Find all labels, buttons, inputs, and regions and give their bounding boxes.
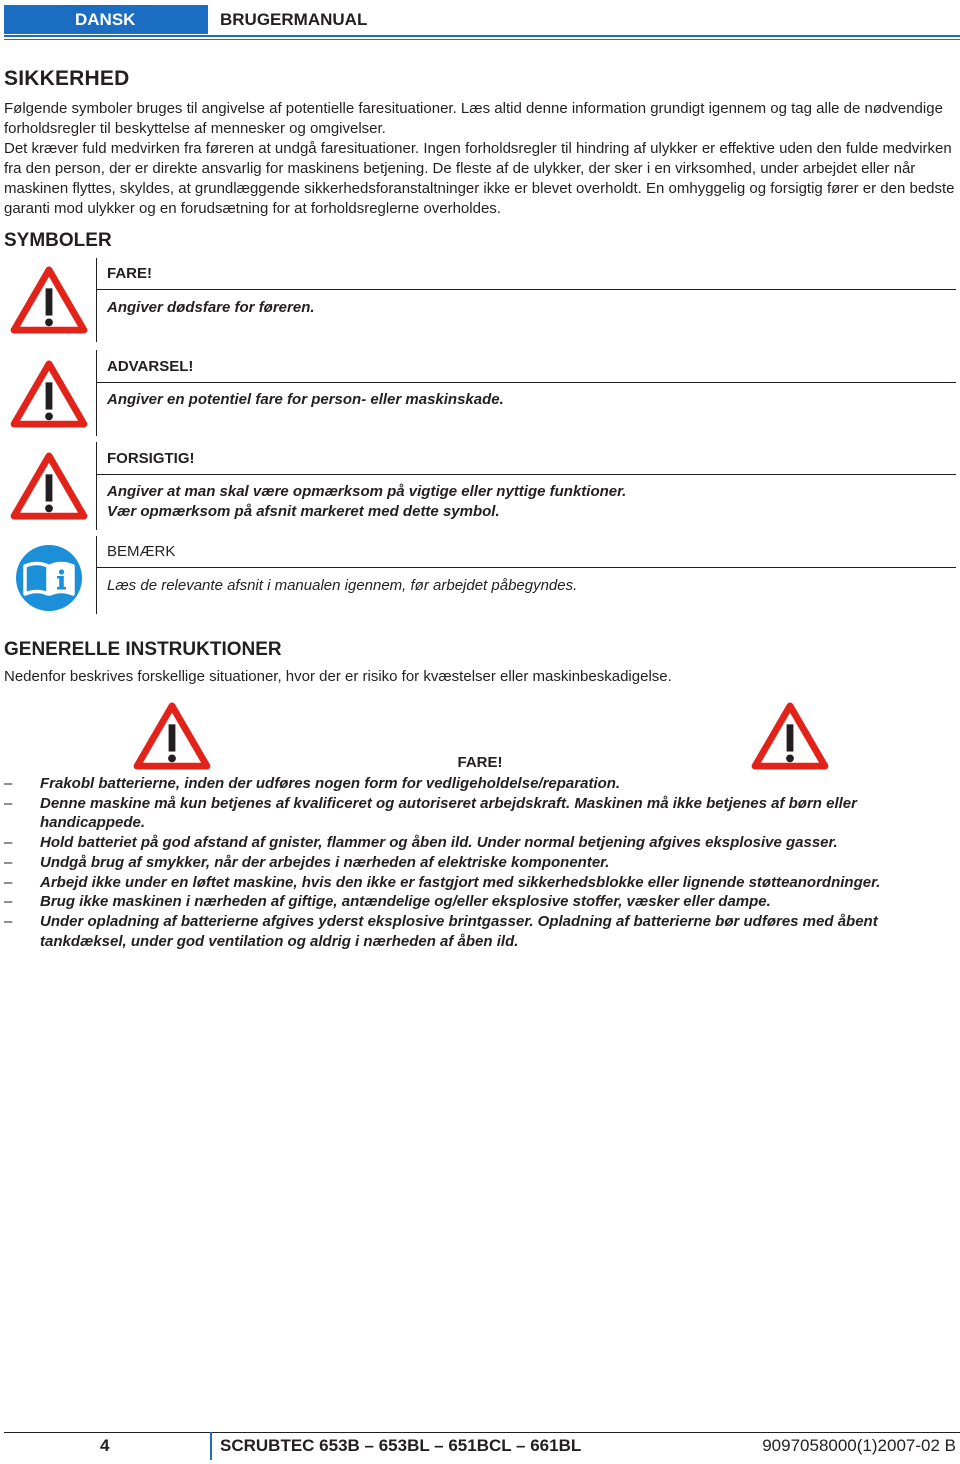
manual-info-icon [15, 544, 83, 612]
footer-divider [210, 1432, 212, 1460]
symbols-heading: SYMBOLER [4, 230, 112, 251]
symbol-label-bemaerk: BEMÆRK [107, 543, 176, 560]
footer-model: SCRUBTEC 653B – 653BL – 651BCL – 661BL [220, 1436, 582, 1455]
list-item-text: Arbejd ikke under en løftet maskine, hvis den ikke er fastgjort med sikkerhedsblokke eller lignende støtteanordninger. [40, 873, 881, 891]
caution-triangle-icon [10, 452, 88, 520]
general-intro: Nedenfor beskrives forskellige situationer, hvor der er risiko for kvæstelser eller maskinbeskadigelse. [4, 668, 672, 685]
symbol-separator [96, 474, 956, 475]
symbol-separator [96, 289, 956, 290]
symbol-desc-forsigtig-1: Angiver at man skal være opmærksom på vigtige eller nyttige funktioner. [107, 483, 627, 500]
list-item-text: Undgå brug af smykker, når der arbejdes i nærheden af elektriske komponenter. [40, 853, 610, 871]
general-warning-title: FARE! [457, 754, 503, 771]
symbol-separator [96, 382, 956, 383]
list-item-text: Under opladning af batterierne afgives yderst eksplosive brintgasser. Opladning af batterierne bør udføres med åbent tankdæksel, under god ventilation og aldrig i nærheden af åben ild. [40, 912, 878, 950]
symbol-divider [96, 258, 97, 342]
symbol-label-forsigtig: FORSIGTIG! [107, 450, 195, 467]
symbol-label-advarsel: ADVARSEL! [107, 358, 194, 375]
symbol-desc-forsigtig-2: Vær opmærksom på afsnit markeret med dette symbol. [107, 503, 500, 520]
list-item-text: Brug ikke maskinen i nærheden af giftige, antændelige og/eller eksplosive stoffer, væsker eller dampe. [40, 893, 771, 911]
symbol-divider [96, 350, 97, 436]
list-dash: – [4, 794, 13, 812]
symbol-divider [96, 442, 97, 530]
list-item-text: Hold batteriet på god afstand af gnister, flammer og åben ild. Under normal betjening afgives eksplosive gasser. [40, 834, 838, 852]
list-dash: – [4, 853, 13, 871]
list-item-text: Frakobl batterierne, inden der udføres nogen form for vedligeholdelse/reparation. [40, 775, 621, 792]
general-instructions-list [4, 774, 960, 951]
list-item [4, 912, 960, 951]
safety-heading: SIKKERHED [4, 67, 130, 90]
list-item [4, 833, 960, 853]
list-dash: – [4, 893, 13, 911]
safety-body: Det kræver fuld medvirken fra føreren at undgå faresituationer. Ingen forholdsregler til hindring af ulykker er effektive uden den fulde medvirken fra den person, der er direkte ansvarlig for maskinens betjening. De fleste af de ulykker, der sker i en virksomhed, under arbejdet eller når maskinen flyttes, skyldes, at grundlæggende sikkerhedsforanstaltninger ikke er blevet overholdt. En omhyggelig og forsigtig fører er den bedste garanti mod ulykker og en forudsætning for at forholdsreglerne overholdes. [4, 140, 955, 217]
symbol-desc-fare: Angiver dødsfare for føreren. [107, 299, 315, 316]
list-dash: – [4, 873, 13, 891]
warning-triangle-icon [10, 360, 88, 428]
list-item-text: Denne maskine må kun betjenes af kvalificeret og autoriseret arbejdskraft. Maskinen må ikke betjenes af børn eller handicappede. [40, 794, 857, 832]
danger-warning-icon [10, 266, 88, 334]
page-number: 4 [100, 1436, 110, 1455]
list-item [4, 774, 960, 794]
manual-title: BRUGERMANUAL [220, 10, 368, 29]
footer-rule [4, 1432, 960, 1433]
list-item [4, 853, 960, 873]
header-rule [4, 35, 960, 37]
symbol-separator [96, 567, 956, 568]
header-rule-thin [4, 39, 960, 40]
safety-intro: Følgende symboler bruges til angivelse af potentielle faresituationer. Læs altid denne information grundigt igennem og tag alle de nødvendige forholdsregler til beskyttelse af mennesker og omgivelser. [4, 100, 943, 137]
list-dash: – [4, 912, 13, 930]
symbol-divider [96, 536, 97, 614]
symbol-label-fare: FARE! [107, 265, 152, 282]
list-dash: – [4, 775, 13, 792]
general-heading: GENERELLE INSTRUKTIONER [4, 639, 282, 660]
symbol-desc-bemaerk: Læs de relevante afsnit i manualen igennem, før arbejdet påbegyndes. [107, 577, 578, 594]
list-item [4, 892, 960, 912]
list-dash: – [4, 834, 13, 852]
list-item [4, 794, 960, 833]
footer-document-code: 9097058000(1)2007-02 B [762, 1436, 956, 1455]
symbol-desc-advarsel: Angiver en potentiel fare for person- eller maskinskade. [107, 391, 504, 408]
list-item [4, 873, 960, 893]
language-tab: DANSK [4, 5, 208, 34]
